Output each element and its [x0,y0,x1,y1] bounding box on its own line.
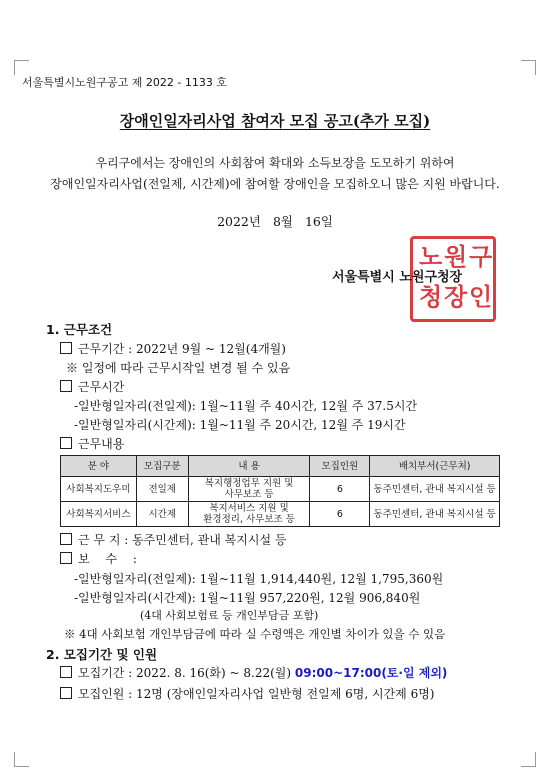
table-cell: 6 [310,477,370,502]
work-hours-label [60,378,124,395]
table-cell: 복지행정업무 지원 및 사무보조 등 [188,477,310,502]
work-period-text: 근무기간 : 2022년 9월 ~ 12월(4개월) [78,342,286,356]
work-content-label-text: 근무내용 [78,437,125,451]
recruit-headcount-text: 모집인원 : 12명 (장애인일자리사업 일반형 전일제 6명, 시간제 6명) [78,687,435,701]
checkbox-square-icon [60,687,72,699]
crop-mark-bottom-right [521,752,536,767]
recruit-headcount [60,685,435,702]
work-period [60,340,286,357]
recruit-period [60,664,447,681]
table-header-cell: 모집구분 [136,456,188,477]
work-location-text: 근 무 지 : 동주민센터, 관내 복지시설 등 [78,533,287,547]
section-2-heading: 2. 모집기간 및 인원 [46,647,158,662]
intro-line-2: 장애인일자리사업(전일제, 시간제)에 참여할 장애인을 모집하오니 많은 지원 바랍니다. [50,177,500,191]
table-cell: 사회복지서비스 [61,502,137,527]
table-cell: 전일제 [136,477,188,502]
recruit-period-text: 모집기간 : 2022. 8. 16(화) ~ 8.22(월) [78,666,295,680]
recruit-hours-highlight: 09:00~17:00(토·일 제외) [294,666,448,680]
work-hours-full-time: -일반형일자리(전일제): 1월~11월 주 40시간, 12월 주 37.5시간 [74,399,418,413]
crop-mark-top-right [521,60,536,75]
work-hours-label-text: 근무시간 [78,380,125,394]
pay-label [60,550,137,567]
table-header-cell: 모집인원 [310,456,370,477]
work-hours-part-time: -일반형일자리(시간제): 1월~11월 주 20시간, 12월 주 19시간 [74,418,406,432]
table-cell: 사회복지도우미 [61,477,137,502]
issuer-name: 서울특별시 노원구청장 [332,270,463,285]
crop-mark-bottom-left [14,752,29,767]
table-row [61,502,500,527]
table-cell: 복지서비스 지원 및 환경정리, 사무보조 등 [188,502,310,527]
table-cell: 시간제 [136,502,188,527]
checkbox-square-icon [60,666,72,678]
seal-char: 청 [419,283,443,311]
checkbox-square-icon [60,342,72,354]
table-cell: 동주민센터, 관내 복지시설 등 [370,502,500,527]
work-location [60,531,286,548]
pay-note: (4대 사회보험료 등 개인부담금 포함) [140,609,319,622]
document-title-text: 장애인일자리사업 참여자 모집 공고(추가 모집) [119,112,431,130]
checkbox-square-icon [60,552,72,564]
seal-char: 장 [444,283,468,311]
insurance-note: ※ 4대 사회보험 개인부담금에 따라 실 수령액은 개인별 차이가 있을 수 있음 [64,627,446,641]
seal-char: 인 [469,283,493,311]
table-header-cell: 분 야 [61,456,137,477]
duty-table [60,455,500,527]
table-cell: 6 [310,502,370,527]
pay-full-time: -일반형일자리(전일제): 1월~11월 1,914,440원, 12월 1,795,360원 [74,572,444,586]
table-header-row [61,456,500,477]
pay-label-text: 보 수 : [78,552,137,566]
work-content-label [60,435,124,452]
table-row [61,477,500,502]
table-cell: 동주민센터, 관내 복지시설 등 [370,477,500,502]
checkbox-square-icon [60,437,72,449]
document-date: 2022년 8월 16일 [217,214,333,229]
document-title [0,110,550,131]
checkbox-square-icon [60,533,72,545]
seal-char: 구 [469,243,493,271]
seal-char: 노 [419,243,443,271]
section-1-heading: 1. 근무조건 [46,322,113,337]
checkbox-square-icon [60,380,72,392]
work-period-note: ※ 일정에 따라 근무시작일 변경 될 수 있음 [66,361,291,375]
crop-mark-top-left [14,60,29,75]
pay-part-time: -일반형일자리(시간제): 1월~11월 957,220원, 12월 906,840원 [74,591,421,605]
notice-number: 서울특별시노원구공고 제 2022 - 1133 호 [22,76,227,89]
table-header-cell: 내 용 [188,456,310,477]
table-header-cell: 배치부서(근무처) [370,456,500,477]
intro-line-1: 우리구에서는 장애인의 사회참여 확대와 소득보장을 도모하기 위하여 [95,156,455,170]
seal-char: 원 [444,243,468,271]
